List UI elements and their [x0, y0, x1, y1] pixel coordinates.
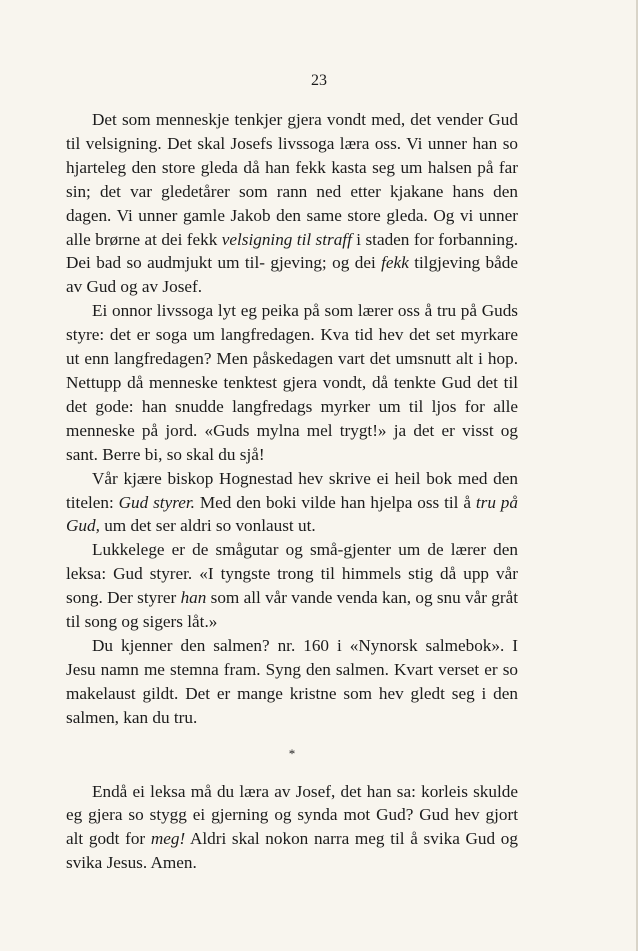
paragraph-2-text: Ei onnor livssoga lyt eg peika på som lærer oss å tru på Guds styre: det er soga um langfredagen. Kva tid hev det set myrkare ut enn langfredagen? Men påskedagen vart det umsnutt alt i hop. Nettupp då menneske tenktest gjera vondt, då tenkte Gud det til det gode: han snudde langfredags myrker um til ljos for alle menneske på jord. «Guds mylna mel trygt!» ja det er visst og sant. Berre bi, so skal du sjå!: [66, 301, 518, 464]
paragraph-4-part-3: som all vår vande venda kan, og snu vår gråt til song og sigers låt.»: [66, 588, 519, 632]
paragraph-3-emphasis-2: tru på Gud,: [66, 492, 518, 536]
closing-paragraph-part-3: Aldri skal nokon narra meg til å svika Gud og svika Jesus. Amen.: [66, 829, 518, 873]
paragraph-3-part-5: um det ser aldri so vonlaust ut.: [99, 516, 316, 536]
page-number: 23: [311, 72, 327, 89]
paragraph-4-part-1: Lukkelege er de smågutar og små-gjenter um de lærer den leksa: Gud styrer. «I tyngste trong til himmels stig då upp vår song. Der styrer: [66, 540, 518, 608]
paragraph-4: [66, 538, 518, 634]
paragraph-3-part-3: Med den boki vilde han hjelpa oss til å: [194, 492, 476, 512]
paragraph-5: [66, 634, 518, 730]
paragraph-4-emphasis-1: han: [180, 588, 207, 608]
paragraph-1-emphasis-1: velsigning til straff: [221, 229, 352, 249]
body-text: [66, 108, 518, 875]
paragraph-1-part-3: i staden for forbanning. Dei bad so audmjukt um til- gjeving; og dei: [66, 229, 518, 273]
paragraph-1-part-5: tilgjeving både av Gud og av Josef.: [66, 253, 518, 297]
closing-paragraph-part-1: Endå ei leksa må du læra av Josef, det han sa: korleis skulde eg gjera so stygg ei gjerning og synda mot Gud? Gud hev gjort alt godt for: [66, 781, 518, 849]
paragraph-1-emphasis-2: fekk: [381, 253, 409, 273]
paragraph-5-text: Du kjenner den salmen? nr. 160 i «Nynorsk salmebok». I Jesu namn me stemna fram. Syng den salmen. Kvart verset er so makelaust gildt. Det er mange kristne som hev gledt seg i den salmen, kan du tru.: [66, 635, 518, 727]
paragraph-1-part-1: Det som menneskje tenkjer gjera vondt med, det vender Gud til velsigning. Det skal Josefs livssoga læra oss. Vi unner han so hjarteleg den store gleda då han fekk kasta seg um halsen på far sin; det var gledetårer som rann ned etter kjakane hans den dagen. Vi unner gamle Jakob den same store gleda. Og vi unner alle brørne at dei fekk: [66, 110, 518, 249]
paragraph-3: [66, 467, 518, 539]
closing-paragraph-emphasis: meg!: [150, 829, 186, 849]
section-ornament: *: [288, 745, 296, 761]
closing-paragraph: [66, 780, 518, 876]
paragraph-3-emphasis-1: Gud styrer.: [118, 492, 195, 512]
paragraph-3-part-1: Vår kjære biskop Hognestad hev skrive ei heil bok med den titelen:: [66, 468, 518, 512]
paragraph-1: [66, 108, 518, 299]
paragraph-2: [66, 299, 518, 466]
